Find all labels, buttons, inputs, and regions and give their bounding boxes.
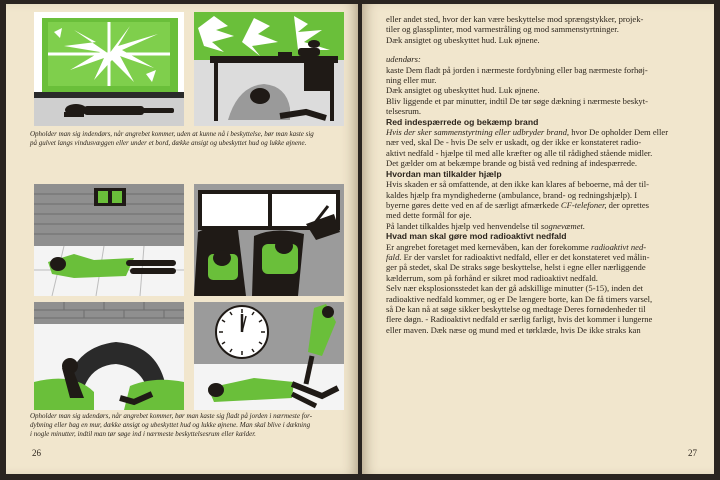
illustration-in-car — [194, 184, 344, 296]
illustration-lying-in-hollow — [34, 302, 184, 410]
outdoors-line-1: kaste Dem fladt på jorden i nærmeste fordybning eller bag nærmeste forhøj- — [386, 64, 648, 75]
fire-line-1 — [386, 127, 694, 137]
heading-fire-rescue: Red indespærrede og bekæmp brand — [386, 116, 539, 127]
heading-radioactive-fallout: Hvad man skal gøre mod radioaktivt nedfald — [386, 231, 567, 242]
heading-call-help: Hvordan man tilkalder hjælp — [386, 168, 502, 179]
fallout-line-1-italic: radioaktivt ned- — [590, 241, 647, 252]
fallout-line-1-pre: Er angrebet foretaget med kernevåben, kan der forekomme — [386, 241, 591, 252]
outdoors-line-2: ning eller mur. — [386, 75, 437, 86]
left-page — [6, 4, 358, 474]
page-number-right: 27 — [688, 448, 697, 458]
bottom-illustration-caption — [30, 412, 338, 440]
fire-line-2: nær ved, skal De - hvis De selv er uskadt, og der ikke er konstateret radio- — [386, 137, 642, 148]
outdoors-label: udendørs: — [386, 54, 421, 65]
caption-top-line-2: på gulvet langs vindusvæggen eller under et bord, dække ansigt og ubeskyttet hud og lukke øjnene. — [30, 139, 307, 148]
fallout-line-2 — [386, 252, 694, 262]
fallout-line-2-rest: Er der varslet for radioaktivt nedfald, eller er det konstateret ved målin- — [401, 251, 650, 262]
fire-line-3: aktivt nedfald - hjælpe til med alle kræfter og alle til rådighed stående midler. — [386, 147, 653, 158]
intro-line-1: eller andet sted, hvor der kan være beskyttelse mod sprængstykker, projek- — [386, 14, 644, 24]
fallout-line-3: ger på stedet, skal De straks søge beskyttelse, helst i egne eller nærliggende — [386, 262, 646, 273]
illustration-lying-by-wall — [34, 184, 184, 296]
fallout-line-1 — [386, 242, 694, 252]
help-line-3-italic: CF-telefoner, — [560, 199, 607, 210]
help-line-3 — [386, 200, 694, 210]
top-illustration-caption — [30, 130, 338, 148]
illustration-lying-under-window — [34, 12, 184, 126]
caption-bottom-line-2: dybning eller bag en mur, dække ansigt og ubeskyttet hud og lukke øjnene. Man skal blive i dækning — [30, 421, 311, 430]
fire-line-4: Det gælder om at bekæmpe brande og bistå ved redning af indespærrede. — [386, 158, 638, 169]
page-number-left: 26 — [32, 448, 41, 458]
outdoors-line-5: telsesrum. — [386, 106, 422, 117]
body-text-column — [386, 14, 694, 335]
fire-line-1-italic: Hvis der sker sammenstyrtning eller udbryder brand, — [386, 127, 570, 138]
fallout-line-5: Selv nær eksplosionsstedet kan der gå adskillige minutter (5-15), inden det — [386, 283, 644, 294]
fallout-line-6: radioaktive nedfald kommer, og er De længere borte, kan De få timers varsel, — [386, 293, 653, 304]
caption-bottom-line-3: i nogle minutter, indtil man tør søge ind i nærmeste beskyttelsesrum eller kælder. — [30, 430, 256, 439]
fallout-line-8: flere døgn. - Radioaktivt nedfald er særlig farligt, hvis det kommer i lungerne — [386, 314, 653, 325]
help-line-1: Hvis skaden er så omfattende, at den ikke kan klares af beboerne, må der til- — [386, 179, 649, 190]
fallout-line-9: eller maven. Dæk næse og mund med et tørklæde, hvis De ikke straks kan — [386, 324, 641, 335]
illustration-clock-and-person — [194, 302, 344, 410]
illustration-under-table — [194, 12, 344, 126]
help-line-5-pre: På landet tilkaldes hjælp ved henvendelse til — [386, 220, 541, 231]
help-line-2: kaldes hjælp fra myndighederne (ambulance, brand- og redningshjælp). I — [386, 189, 638, 200]
outdoors-line-4: Bliv liggende et par minutter, indtil De tør søge dækning i nærmeste beskyt- — [386, 95, 648, 106]
fallout-line-4: kælderrum, som på forhånd er sikret mod radioaktivt nedfald. — [386, 272, 598, 283]
caption-top-line-1: Opholder man sig indendørs, når angrebet kommer, uden at kunne nå i beskyttelse, bør man kaste sig — [30, 130, 314, 138]
help-line-3-post: der oprettes — [606, 199, 649, 210]
help-line-3-pre: byerne gøres dette ved en af de særligt afmærkede — [386, 199, 561, 210]
help-line-5-italic: sognevæmet. — [540, 220, 586, 231]
intro-line-3: Dæk ansigtet og ubeskyttet hud. Luk øjnene. — [386, 34, 540, 45]
intro-line-2: tiler og glassplinter, mod varmestråling og mod sammenstyrtninger. — [386, 24, 619, 35]
caption-bottom-line-1: Opholder man sig udendørs, når angrebet kommer, bør man kaste sig fladt på jorden i nærmeste for- — [30, 412, 313, 420]
fallout-line-7: så De kan nå at søge sikker beskyttelse og medtage Deres fornødenheder til — [386, 303, 646, 314]
right-page — [362, 4, 714, 474]
outdoors-line-3: Dæk ansigtet og ubeskyttet hud. Luk øjnene. — [386, 85, 540, 96]
help-line-5 — [386, 221, 694, 231]
fallout-line-2-italic: fald. — [386, 251, 402, 262]
fire-line-1-rest: hvor De opholder Dem eller — [569, 127, 669, 138]
help-line-4: med dette formål for øje. — [386, 210, 472, 221]
